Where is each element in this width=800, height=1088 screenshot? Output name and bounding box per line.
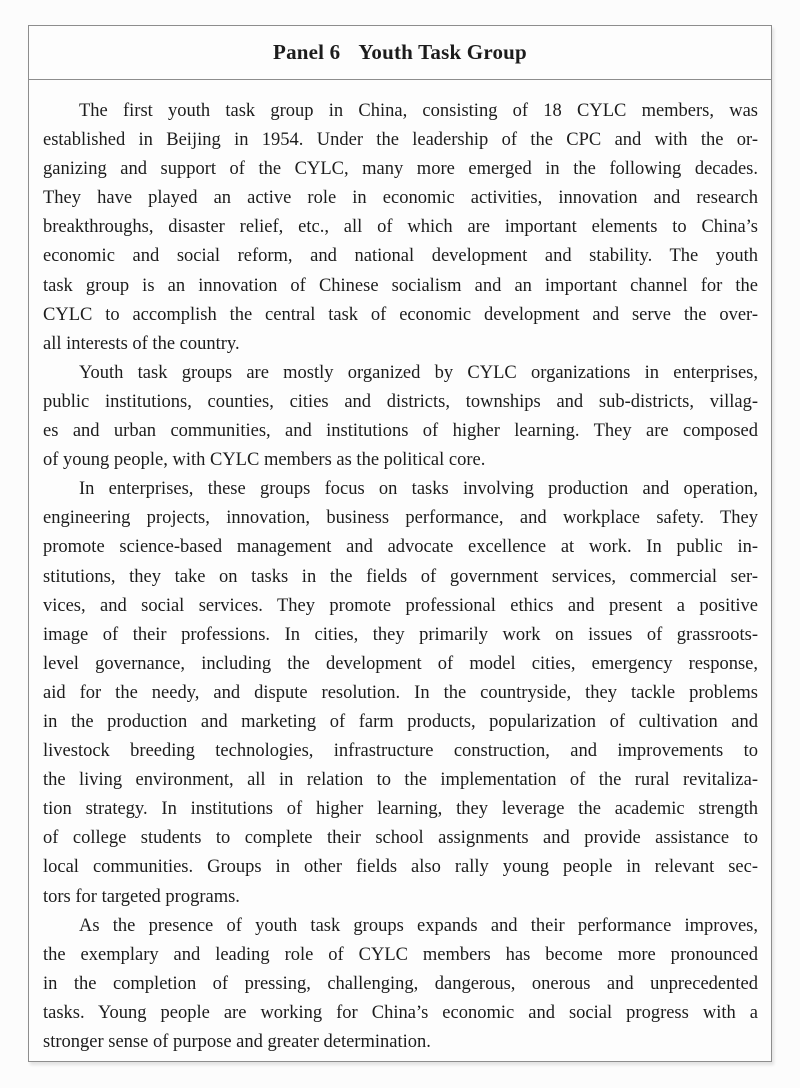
text-line: tors for targeted programs. <box>43 886 240 907</box>
text-line: the living environment, all in relation to the implementation of the rural revitaliza- <box>43 770 758 791</box>
text-line: of college students to complete their school assignments and provide assistance to <box>43 828 758 849</box>
text-line: in the completion of pressing, challenging, dangerous, onerous and unprecedented <box>43 973 758 994</box>
text-line: es and urban communities, and institutions of higher learning. They are composed <box>43 421 758 442</box>
text-line: stronger sense of purpose and greater determination. <box>43 1032 431 1052</box>
text-line: established in Beijing in 1954. Under the leadership of the CPC and with the or- <box>43 130 758 151</box>
panel-box <box>28 25 772 1062</box>
text-line: ganizing and support of the CYLC, many more emerged in the following decades. <box>43 159 758 180</box>
text-line: public institutions, counties, cities and districts, townships and sub-districts, villag- <box>43 391 758 412</box>
panel-title <box>29 26 771 80</box>
text-line: The first youth task group in China, consisting of 18 CYLC members, was <box>79 101 758 121</box>
paragraph-4 <box>43 912 758 1057</box>
text-line: engineering projects, innovation, business performance, and workplace safety. They <box>43 508 758 529</box>
text-line: stitutions, they take on tasks in the fields of government services, commercial ser- <box>43 566 758 587</box>
text-line: level governance, including the development of model cities, emergency response, <box>43 653 758 674</box>
text-line: of young people, with CYLC members as the political core. <box>43 450 486 471</box>
paragraph-2 <box>43 359 758 475</box>
text-line: the exemplary and leading role of CYLC members has become more pronounced <box>43 944 758 965</box>
text-line: As the presence of youth task groups expands and their performance improves, <box>79 915 758 936</box>
text-line: economic and social reform, and national development and stability. The youth <box>43 246 758 267</box>
paragraph-1 <box>43 97 758 359</box>
text-line: local communities. Groups in other fields also rally young people in relevant sec- <box>43 857 758 878</box>
text-line: Youth task groups are mostly organized by CYLC organizations in enterprises, <box>79 362 758 383</box>
text-line: all interests of the country. <box>43 333 240 354</box>
text-line: livestock breeding technologies, infrastructure construction, and improvements to <box>43 741 758 762</box>
text-line: vices, and social services. They promote professional ethics and present a positive <box>43 595 758 616</box>
text-line: image of their professions. In cities, they primarily work on issues of grassroots- <box>43 624 758 645</box>
text-line: tion strategy. In institutions of higher learning, they leverage the academic strength <box>43 799 758 820</box>
panel-title-text: Youth Task Group <box>358 40 527 64</box>
text-line: They have played an active role in economic activities, innovation and research <box>43 188 758 209</box>
text-line: task group is an innovation of Chinese socialism and an important channel for the <box>43 275 758 296</box>
text-line: In enterprises, these groups focus on tasks involving production and operation, <box>79 479 758 500</box>
text-line: aid for the needy, and dispute resolution. In the countryside, they tackle problems <box>43 682 758 703</box>
panel-title-label: Panel 6 <box>273 40 341 64</box>
text-line: promote science-based management and advocate excellence at work. In public in- <box>43 537 758 558</box>
paragraph-3 <box>43 475 758 911</box>
text-line: in the production and marketing of farm products, popularization of cultivation and <box>43 711 758 732</box>
text-line: CYLC to accomplish the central task of economic development and serve the over- <box>43 304 758 325</box>
text-line: tasks. Young people are working for China’s economic and social progress with a <box>43 1002 758 1023</box>
panel-body <box>29 80 771 1057</box>
text-line: breakthroughs, disaster relief, etc., all of which are important elements to China’s <box>43 217 758 238</box>
